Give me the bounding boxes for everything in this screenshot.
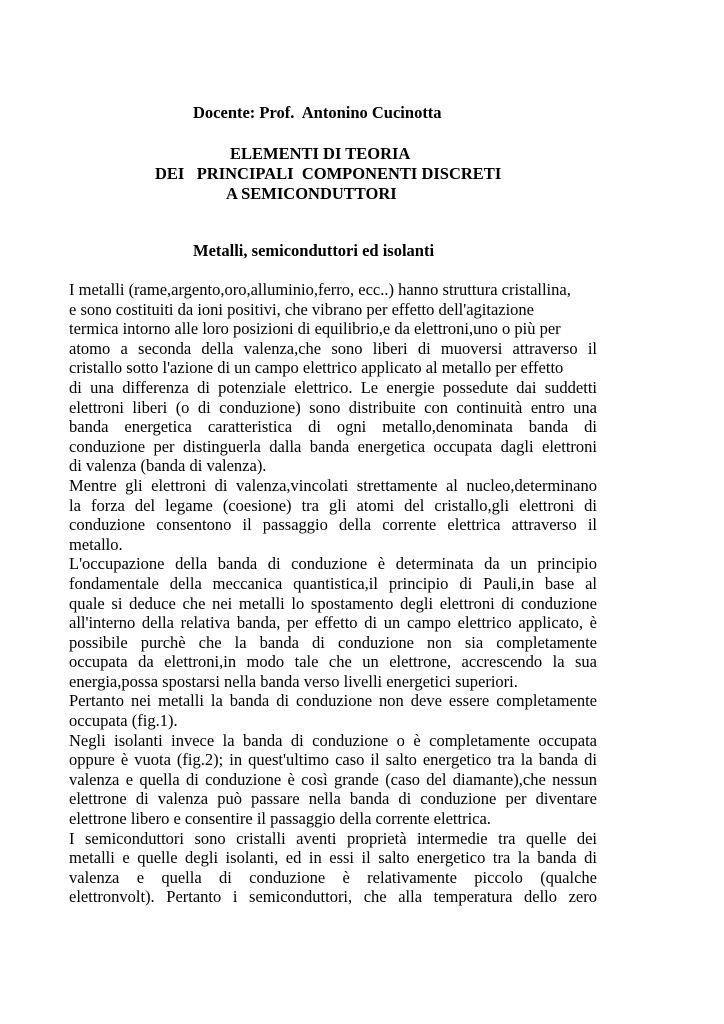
text-line: termica intorno alle loro posizioni di equilibrio,e da elettroni,uno o più per: [69, 319, 561, 339]
text-line: elettronvolt). Pertanto i semiconduttori, che alla temperatura dello zero: [69, 887, 597, 907]
text-line: valenza e quella di conduzione è così grande (caso del diamante),che nessun: [69, 769, 597, 789]
body-text: [69, 280, 597, 907]
text-line: Mentre gli elettroni di valenza,vincolati strettamente al nucleo,determinano: [69, 475, 597, 495]
text-line: di una differenza di potenziale elettrico. Le energie possedute dai suddetti: [69, 377, 597, 397]
text-line: elettroni liberi (o di conduzione) sono distribuite con continuità entro una: [69, 397, 597, 417]
text-line: all'interno della relativa banda, per effetto di un campo elettrico applicato, è: [69, 613, 597, 633]
text-line: di valenza (banda di valenza).: [69, 456, 267, 476]
text-line: L'occupazione della banda di conduzione è determinata da un principio: [69, 554, 597, 574]
author-line: Docente: Prof. Antonino Cucinotta: [193, 103, 442, 122]
text-line: banda energetica caratteristica di ogni metallo,denominata banda di: [69, 417, 597, 437]
title-line-1: ELEMENTI DI TEORIA: [230, 144, 411, 163]
text-line: possibile purchè che la banda di conduzione non sia completamente: [69, 632, 597, 652]
text-line: conduzione per distinguerla dalla banda energetica occupata dagli elettroni: [69, 436, 597, 456]
text-line: elettrone di valenza può passare nella banda di conduzione per diventare: [69, 789, 597, 809]
text-line: energia,possa spostarsi nella banda verso livelli energetici superiori.: [69, 671, 518, 691]
text-line: I semiconduttori sono cristalli aventi proprietà intermedie tra quelle dei: [69, 828, 597, 848]
text-line: quale si deduce che nei metalli lo spostamento degli elettroni di conduzione: [69, 593, 597, 613]
text-line: la forza del legame (coesione) tra gli atomi del cristallo,gli elettroni di: [69, 495, 597, 515]
title-line-3: A SEMICONDUTTORI: [226, 184, 397, 203]
text-line: conduzione consentono il passaggio della corrente elettrica attraverso il: [69, 515, 597, 535]
text-line: oppure è vuota (fig.2); in quest'ultimo caso il salto energetico tra la banda di: [69, 750, 597, 770]
text-line: I metalli (rame,argento,oro,alluminio,ferro, ecc..) hanno struttura cristallina,: [69, 280, 571, 299]
text-line: metallo.: [69, 534, 123, 554]
text-line: cristallo sotto l'azione di un campo elettrico applicato al metallo per effetto: [69, 358, 564, 378]
text-line: elettrone libero e consentire il passaggio della corrente elettrica.: [69, 809, 491, 829]
title-line-2: DEI PRINCIPALI COMPONENTI DISCRETI: [155, 164, 502, 183]
text-line: Negli isolanti invece la banda di conduzione o è completamente occupata: [69, 730, 597, 750]
text-line: fondamentale della meccanica quantistica,il principio di Pauli,in base al: [69, 573, 597, 593]
section-heading: Metalli, semiconduttori ed isolanti: [193, 241, 435, 260]
text-line: occupata da elettroni,in modo tale che un elettrone, accrescendo la sua: [69, 652, 597, 672]
text-line: metalli e quelle degli isolanti, ed in essi il salto energetico tra la banda di: [69, 848, 597, 868]
text-line: Pertanto nei metalli la banda di conduzione non deve essere completamente: [69, 691, 597, 711]
text-line: atomo a seconda della valenza,che sono liberi di muoversi attraverso il: [69, 338, 597, 358]
text-line: occupata (fig.1).: [69, 711, 178, 731]
text-line: valenza e quella di conduzione è relativamente piccolo (qualche: [69, 867, 597, 887]
text-line: e sono costituiti da ioni positivi, che vibrano per effetto dell'agitazione: [69, 299, 535, 319]
